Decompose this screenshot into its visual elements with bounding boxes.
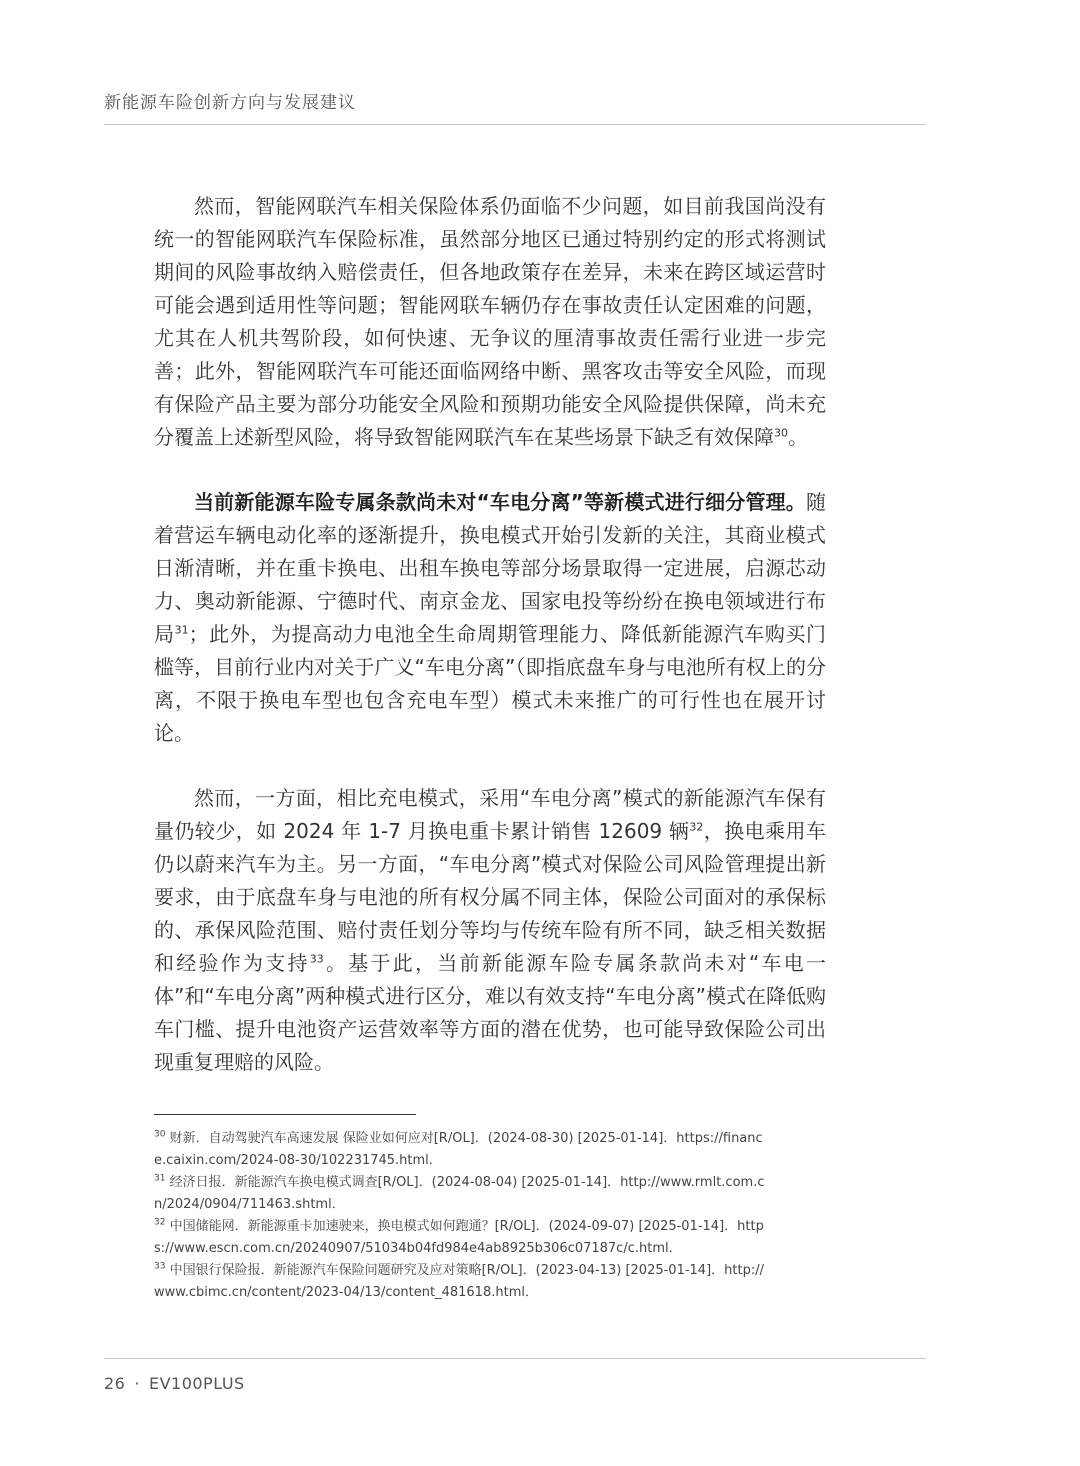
paragraph-1-tail: 。	[788, 425, 808, 449]
page-number: 26	[104, 1374, 126, 1393]
footnote-item	[154, 1172, 774, 1216]
footnote-text[interactable]: 中国银行保险报．新能源汽车保险问题研究及应对策略[R/OL]．(2023-04-13) [2025-01-14]．http://www.cbimc.cn/content/2023-04/13/content_481618.html．	[154, 1263, 764, 1300]
footnotes	[154, 1128, 774, 1304]
page-footer	[104, 1374, 245, 1393]
footer-brand: EV100PLUS	[148, 1374, 245, 1393]
footnote-ref-32[interactable]: 32	[689, 820, 704, 834]
footnote-divider	[154, 1114, 416, 1115]
footnote-ref-30[interactable]: 30	[774, 426, 788, 440]
paragraph-3-text-b: ，换电乘用车仍以蔚来汽车为主。另一方面，“车电分离”模式对保险公司风险管理提出新要求，由于底盘车身与电池的所有权分属不同主体，保险公司面对的承保标的、承保风险范围、赔付责任划分等均与传统车险有所不同，缺乏相关数据和经验作为支持	[154, 819, 826, 975]
footnote-number: 31	[154, 1173, 166, 1184]
footnote-text[interactable]: 财新．自动驾驶汽车高速发展 保险业如何应对[R/OL]．(2024-08-30) [2025-01-14]．https://finance.caixin.com/2024-08-30/102231745.html．	[154, 1131, 763, 1168]
footnote-text[interactable]: 中国储能网．新能源重卡加速驶来，换电模式如何跑通？[R/OL]．(2024-09-07) [2025-01-14]．https://www.escn.com.cn/20240907/51034b04fd984e4ab8925b306c07187c/c.html．	[154, 1219, 764, 1256]
footnote-item	[154, 1216, 774, 1260]
footnote-item	[154, 1128, 774, 1172]
paragraph-1	[154, 190, 826, 454]
main-body	[154, 190, 826, 1111]
paragraph-2-lead: 当前新能源车险专属条款尚未对“车电分离”等新模式进行细分管理。	[194, 490, 806, 514]
footnote-text[interactable]: 经济日报．新能源汽车换电模式调查[R/OL]．(2024-08-04) [2025-01-14]．http://www.rmlt.com.cn/2024/0904/711463.shtml．	[154, 1175, 765, 1212]
paragraph-3	[154, 782, 826, 1079]
paragraph-2-text-a: 随着营运车辆电动化率的逐渐提升，换电模式开始引发新的关注，其商业模式日渐清晰，并在重卡换电、出租车换电等部分场景取得一定进展，启源芯动力、奥动新能源、宁德时代、南京金龙、国家电投等纷纷在换电领域进行布局	[154, 490, 826, 646]
footnote-ref-31[interactable]: 31	[174, 623, 189, 637]
footer-divider	[104, 1358, 926, 1359]
paragraph-2	[154, 486, 826, 750]
header-title: 新能源车险创新方向与发展建议	[104, 93, 356, 113]
footnote-number: 30	[154, 1129, 166, 1140]
paragraph-1-text: 然而，智能网联汽车相关保险体系仍面临不少问题，如目前我国尚没有统一的智能网联汽车保险标准，虽然部分地区已通过特别约定的形式将测试期间的风险事故纳入赔偿责任，但各地政策存在差异，未来在跨区域运营时可能会遇到适用性等问题；智能网联车辆仍存在事故责任认定困难的问题，尤其在人机共驾阶段，如何快速、无争议的厘清事故责任需行业进一步完善；此外，智能网联汽车可能还面临网络中断、黑客攻击等安全风险，而现有保险产品主要为部分功能安全风险和预期功能安全风险提供保障，尚未充分覆盖上述新型风险，将导致智能网联汽车在某些场景下缺乏有效保障	[154, 194, 826, 449]
header-divider	[104, 124, 926, 125]
footer-separator: ·	[134, 1374, 140, 1393]
paragraph-2-text-b: ；此外，为提高动力电池全生命周期管理能力、降低新能源汽车购买门槛等，目前行业内对关于广义“车电分离”（即指底盘车身与电池所有权上的分离，不限于换电车型也包含充电车型）模式未来推广的可行性也在展开讨论。	[154, 622, 827, 745]
paragraph-3-text-a: 然而，一方面，相比充电模式，采用“车电分离”模式的新能源汽车保有量仍较少，如 2024 年 1-7 月换电重卡累计销售 12609 辆	[154, 786, 826, 843]
paragraph-3-text-c: 。基于此，当前新能源车险专属条款尚未对“车电一体”和“车电分离”两种模式进行区分，难以有效支持“车电分离”模式在降低购车门槛、提升电池资产运营效率等方面的潜在优势，也可能导致保险公司出现重复理赔的风险。	[154, 951, 826, 1074]
footnote-ref-33[interactable]: 33	[309, 952, 324, 966]
footnote-number: 32	[154, 1217, 166, 1228]
footnote-item	[154, 1260, 774, 1304]
footnote-number: 33	[154, 1261, 166, 1272]
